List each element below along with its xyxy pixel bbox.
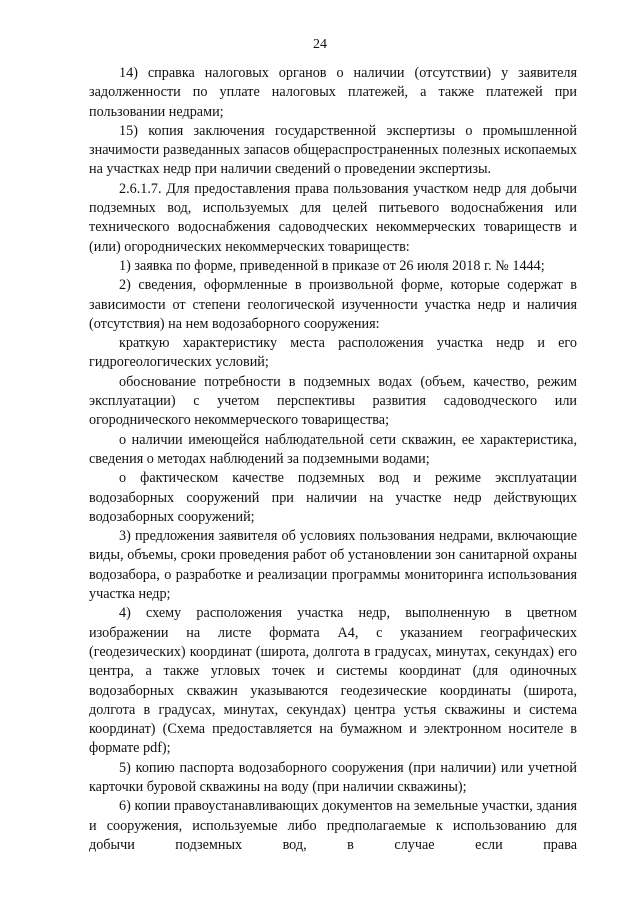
paragraph-item-4: 4) схему расположения участка недр, выполненную в цветном изображении на листе формата А4, с указанием географических (геодезических) координат (широта, долгота в градусах, минутах, секундах) его центра, а также угловых точек и системы координат (для одиночных водозаборных скважин указываются геодезические координаты (широта, долгота в градусах, минутах, секундах) центра устья скважины и система координат) (Схема предоставляется на бумажном и электронном носителе в формате pdf); [89, 605, 577, 757]
paragraph-location-summary: краткую характеристику места расположения участка недр и его гидрогеологических условий; [89, 335, 577, 371]
paragraph-water-quality: о фактическом качестве подземных вод и режиме эксплуатации водозаборных сооружений при наличии на участке недр действующих водозаборных сооружений; [89, 470, 577, 525]
paragraph-section-2-6-1-7: 2.6.1.7. Для предоставления права пользования участком недр для добычи подземных вод, используемых для целей питьевого водоснабжения или технического водоснабжения садоводческих некоммерческих товариществ и (или) огороднических некоммерческих товариществ: [89, 180, 577, 255]
paragraph-item-6: 6) копии правоустанавливающих документов на земельные участки, здания и сооружения, используемые либо предполагаемые к использованию для добычи подземных вод, в случае если права [89, 798, 577, 853]
paragraph-observation-network: о наличии имеющейся наблюдательной сети скважин, ее характеристика, сведения о методах наблюдений за подземными водами; [89, 431, 577, 467]
paragraph-water-need: обоснование потребности в подземных водах (объем, качество, режим эксплуатации) с учетом перспективы развития садоводческого или огороднического некоммерческого товарищества; [89, 373, 577, 429]
paragraph-item-5: 5) копию паспорта водозаборного сооружения (при наличии) или учетной карточки буровой скважины на воду (при наличии скважины); [89, 759, 577, 795]
paragraph-item-14: 14) справка налоговых органов о наличии (отсутствии) у заявителя задолженности по уплате налоговых платежей, а также платежей при пользовании недрами; [89, 65, 577, 120]
paragraph-item-1: 1) заявка по форме, приведенной в приказе от 26 июля 2018 г. № 1444; [119, 257, 545, 274]
paragraph-item-2: 2) сведения, оформленные в произвольной форме, которые содержат в зависимости от степени геологической изученности участка недр и наличия (отсутствия) на нем водозаборного сооружения: [89, 277, 577, 332]
document-body [89, 64, 577, 855]
paragraph-item-3: 3) предложения заявителя об условиях пользования недрами, включающие виды, объемы, сроки проведения работ об установлении зон санитарной охраны водозабора, о разработке и реализации программы мониторинга использования участка недр; [89, 528, 577, 603]
paragraph-item-15: 15) копия заключения государственной экспертизы о промышленной значимости разведанных запасов общераспространенных полезных ископаемых на участках недр при наличии сведений о проведении экспертизы. [89, 122, 577, 178]
page-number: 24 [313, 37, 327, 52]
